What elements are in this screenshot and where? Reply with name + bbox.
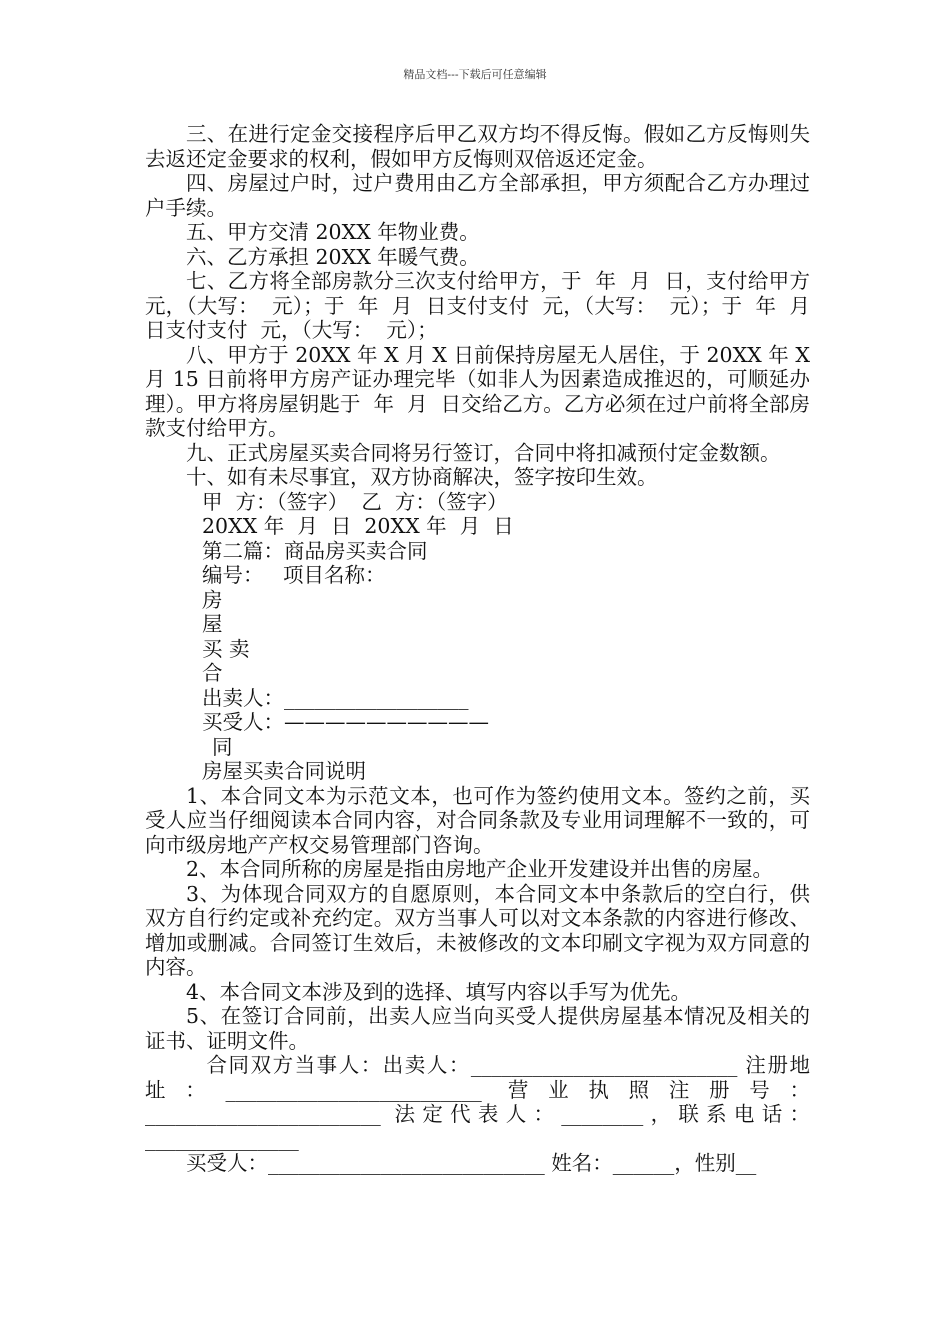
- vertical-title-char-5: 同: [212, 734, 233, 759]
- clause-6: 六、乙方承担 20XX 年暖气费。: [186, 244, 480, 269]
- date-line: 20XX 年 月 日 20XX 年 月 日: [202, 514, 514, 538]
- clause-3: 三、在进行定金交接程序后甲乙双方均不得反悔。假如乙方反悔则失去返还定金要求的权利，假如甲方反悔则双倍返还定金。: [145, 122, 810, 171]
- explanation-1: 1、本合同文本为示范文本，也可作为签约使用文本。签约之前，买受人应当仔细阅读本合同内容，对合同条款及专业用词理解不一致的，可向市级房地产产权交易管理部门咨询。: [145, 783, 810, 857]
- seller-label: 出卖人：: [202, 685, 284, 710]
- explanation-3: 3、为体现合同双方的自愿原则，本合同文本中条款后的空白行，供双方自行约定或补充约定。双方当事人可以对文本条款的内容进行修改、增加或删减。合同签订生效后，未被修改的文本印刷文字视为双方同意的内容。: [145, 881, 810, 979]
- vertical-title-char-1: 房: [202, 587, 223, 612]
- section-title: 第二篇：商品房买卖合同: [202, 538, 428, 563]
- parties-section: 合同双方当事人：出卖人：__________________________ 注册地址：_________________________ 营业执照注册号：_______________________ 法定代表人：________，联系电话：_______________: [145, 1053, 810, 1151]
- explanation-title: 房屋买卖合同说明: [202, 759, 366, 783]
- clause-7: 七、乙方将全部房款分三次支付给甲方，于 年 月 日，支付给甲方 元，（大写： 元）；于 年 月 日支付支付 元，（大写： 元）；于 年 月 日支付支付 元，（大写： 元）；: [145, 269, 824, 342]
- vertical-title-char-3: 买 卖: [202, 636, 250, 661]
- clause-4: 四、房屋过户时，过户费用由乙方全部承担，甲方须配合乙方办理过户手续。: [145, 171, 810, 220]
- explanation-5: 5、在签订合同前，出卖人应当向买受人提供房屋基本情况及相关的证书、证明文件。: [145, 1004, 810, 1053]
- number-project-line: 编号： 项目名称：: [202, 563, 386, 587]
- clause-10: 十、如有未尽事宜，双方协商解决，签字按印生效。: [186, 465, 658, 489]
- seller-line: [202, 686, 810, 711]
- clause-5: 五、甲方交清 20XX 年物业费。: [186, 220, 480, 244]
- buyer-line: 买受人：——————————: [202, 710, 489, 734]
- seller-blank: __________________: [284, 685, 469, 710]
- vertical-title-char-2: 屋: [202, 612, 223, 636]
- vertical-title-char-4: 合: [202, 661, 223, 685]
- document-body: [145, 122, 824, 1176]
- buyer-info-line: 买受人：___________________________ 姓名：______，性别__: [186, 1151, 757, 1175]
- clause-9: 九、正式房屋买卖合同将另行签订，合同中将扣减预付定金数额。: [186, 440, 781, 465]
- page-header: 精品文档---下载后可任意编辑: [403, 68, 547, 81]
- explanation-4: 4、本合同文本涉及到的选择、填写内容以手写为优先。: [186, 979, 692, 1004]
- clause-8: 八、甲方于 20XX 年 X 月 X 日前保持房屋无人居住，于 20XX 年 X 月 15 日前将甲方房产证办理完毕（如非人为因素造成推迟的，可顺延办理）。甲方将房屋钥匙于 年 月 日交给乙方。乙方必须在过户前将全部房款支付给甲方。: [145, 342, 817, 440]
- explanation-2: 2、本合同所称的房屋是指由房地产企业开发建设并出售的房屋。: [186, 857, 774, 881]
- signature-line: 甲 方：（签字） 乙 方：（签字）: [202, 489, 508, 514]
